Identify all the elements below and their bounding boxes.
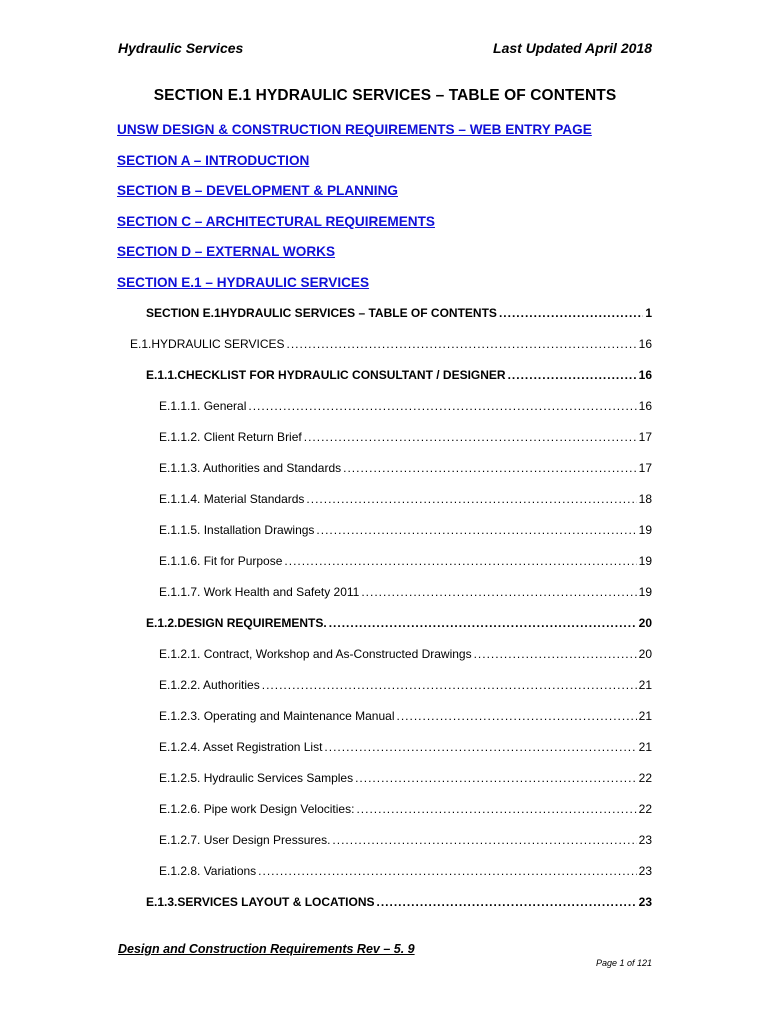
toc-entry[interactable] [159,771,652,789]
toc-leader-dots [499,306,643,320]
toc-entry-page: 18 [638,492,652,506]
toc-leader-dots [355,771,637,785]
toc-leader-dots [248,399,636,413]
toc-entry-number: E.1.1. [146,368,178,382]
link-section-c[interactable]: SECTION C – ARCHITECTURAL REQUIREMENTS [117,213,435,229]
toc-entry-label: SERVICES LAYOUT & LOCATIONS [177,895,375,909]
toc-entry-label: E.1.1.1. General [159,399,247,413]
toc-leader-dots [332,833,636,847]
toc-entry-label: E.1.1.2. Client Return Brief [159,430,302,444]
toc-entry[interactable] [159,864,652,882]
toc-entry-page: 19 [638,523,652,537]
toc-entry-page: 21 [638,678,652,692]
toc-leader-dots [329,616,637,630]
toc-entry-page: 1 [645,306,652,320]
toc-entry-label: E.1.2.6. Pipe work Design Velocities: [159,802,355,816]
toc-entry-page: 22 [638,802,652,816]
link-section-e1[interactable]: SECTION E.1 – HYDRAULIC SERVICES [117,274,370,290]
link-web-entry-page[interactable]: UNSW DESIGN & CONSTRUCTION REQUIREMENTS – WEB ENTRY PAGE [117,122,592,137]
toc-entry[interactable] [146,616,652,634]
toc-entry-label: E.1.1.6. Fit for Purpose [159,554,283,568]
link-section-b[interactable]: SECTION B – DEVELOPMENT & PLANNING [117,183,398,199]
toc-entry[interactable] [159,461,652,479]
toc-entry-page: 20 [638,647,652,661]
toc-leader-dots [343,461,637,475]
link-section-a[interactable]: SECTION A – INTRODUCTION [117,152,310,168]
toc-entry[interactable] [146,895,652,913]
link-section-d[interactable]: SECTION D – EXTERNAL WORKS [117,244,336,260]
toc-leader-dots [474,647,637,661]
toc-entry[interactable] [159,802,652,820]
toc-entry-number: E.1.3. [146,895,178,909]
toc-entry-label: E.1.2.8. Variations [159,864,257,878]
toc-entry-page: 23 [638,895,652,909]
toc-entry-label: HYDRAULIC SERVICES [151,337,285,351]
toc-entry-page: 23 [638,864,652,878]
toc-leader-dots [304,430,637,444]
toc-entry-number: SECTION E.1 [146,306,221,320]
toc-leader-dots [316,523,636,537]
toc-entry[interactable] [159,430,652,448]
toc-entry-label: E.1.1.5. Installation Drawings [159,523,315,537]
toc-leader-dots [377,895,637,909]
toc-entry-page: 23 [638,833,652,847]
toc-entry[interactable] [159,523,652,541]
toc-entry[interactable] [159,740,652,758]
toc-entry-page: 17 [638,430,652,444]
toc-entry-number: E.1. [130,337,152,351]
toc-leader-dots [258,864,636,878]
toc-entry-page: 17 [638,461,652,475]
toc-entry[interactable] [159,554,652,572]
toc-entry[interactable] [159,585,652,603]
toc-entry[interactable] [130,337,652,355]
toc-leader-dots [306,492,636,506]
toc-entry[interactable] [159,647,652,665]
toc-entry[interactable] [159,492,652,510]
toc-entry-page: 16 [638,337,652,351]
toc-entry-label: E.1.2.5. Hydraulic Services Samples [159,771,354,785]
toc-entry-number: E.1.2. [146,616,178,630]
footer-page-number: Page 1 of 121 [595,958,652,968]
toc-entry-label: CHECKLIST FOR HYDRAULIC CONSULTANT / DESIGNER [177,368,506,382]
toc-entry[interactable] [146,306,652,324]
toc-leader-dots [284,554,636,568]
toc-entry-page: 16 [638,399,652,413]
toc-leader-dots [508,368,637,382]
toc-entry-page: 21 [638,709,652,723]
toc-entry-page: 20 [638,616,652,630]
footer-revision: Design and Construction Requirements Rev – 5. 9 [118,942,415,956]
toc-entry-label: E.1.1.3. Authorities and Standards [159,461,342,475]
toc-leader-dots [262,678,637,692]
section-links [117,121,592,305]
header-left: Hydraulic Services [118,40,244,56]
page-title: SECTION E.1 HYDRAULIC SERVICES – TABLE OF CONTENTS [153,87,617,104]
toc-entry-label: DESIGN REQUIREMENTS. [177,616,327,630]
toc-entry-label: E.1.2.1. Contract, Workshop and As-Constructed Drawings [159,647,472,661]
toc-entry-page: 22 [638,771,652,785]
toc-entry-label: E.1.2.7. User Design Pressures. [159,833,331,847]
header-right: Last Updated April 2018 [493,40,652,56]
toc-entry[interactable] [159,678,652,696]
toc-entry-label: HYDRAULIC SERVICES – TABLE OF CONTENTS [220,306,497,320]
toc-entry[interactable] [159,833,652,851]
toc-leader-dots [361,585,636,599]
toc-entry-label: E.1.1.7. Work Health and Safety 2011 [159,585,360,599]
toc-entry[interactable] [146,368,652,386]
toc-entry-label: E.1.2.3. Operating and Maintenance Manual [159,709,395,723]
toc-leader-dots [397,709,637,723]
toc-entry[interactable] [159,399,652,417]
toc-entry-page: 21 [638,740,652,754]
toc-entry-page: 16 [638,368,652,382]
toc-leader-dots [356,802,636,816]
toc-entry[interactable] [159,709,652,727]
toc-entry-page: 19 [638,585,652,599]
toc-leader-dots [287,337,637,351]
toc-leader-dots [324,740,636,754]
toc-entry-page: 19 [638,554,652,568]
toc-entry-label: E.1.1.4. Material Standards [159,492,305,506]
toc-entry-label: E.1.2.4. Asset Registration List [159,740,323,754]
toc-entry-label: E.1.2.2. Authorities [159,678,260,692]
